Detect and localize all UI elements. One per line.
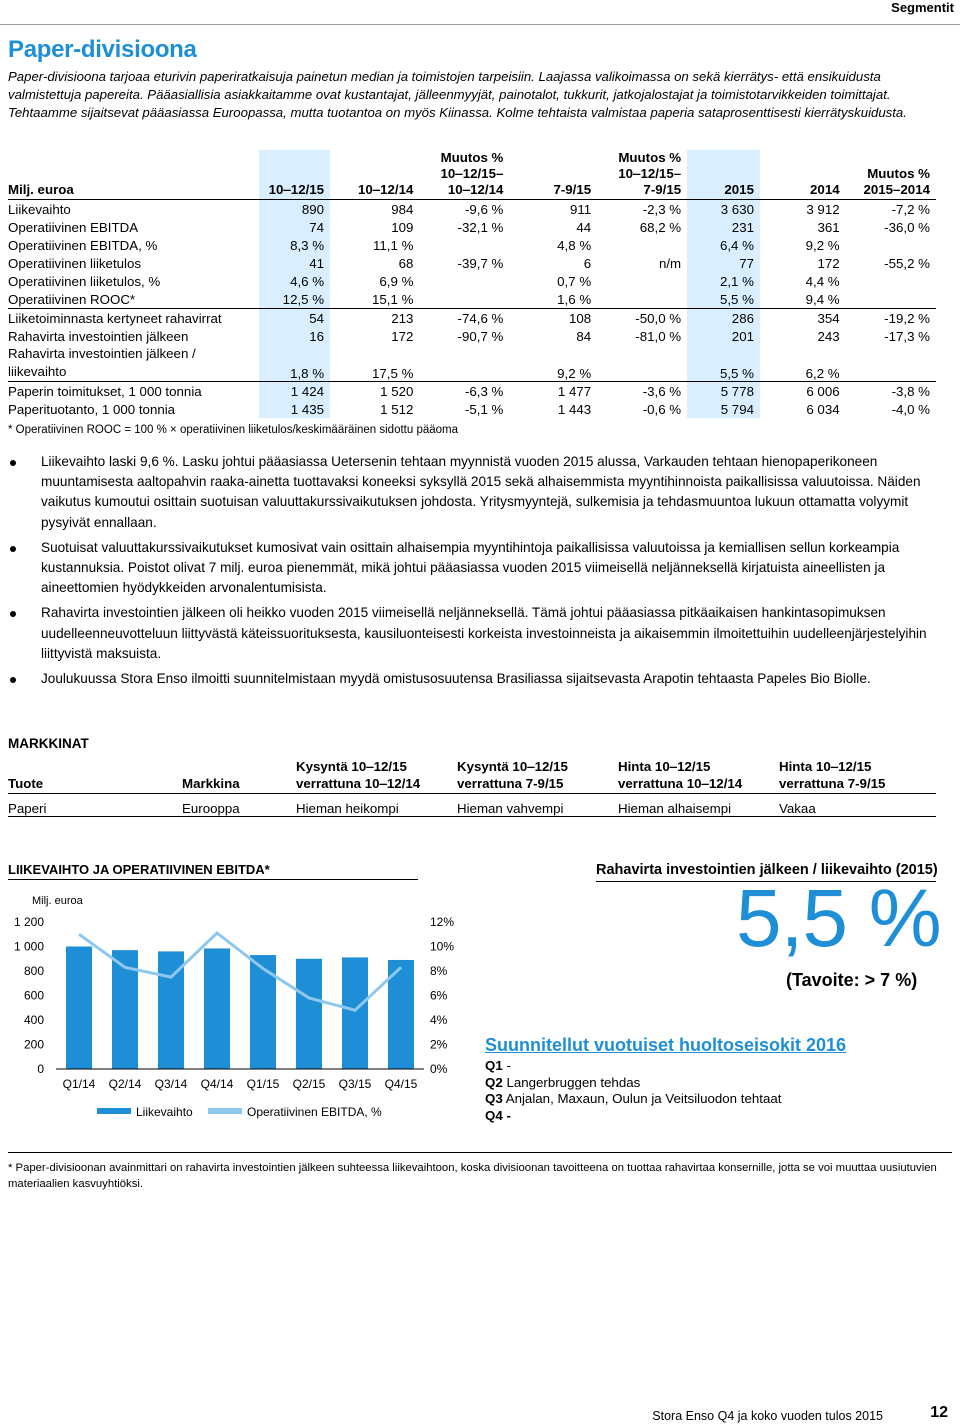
table-header-cell: 10‒12/15: [259, 150, 330, 200]
bar-Q1-14: [66, 947, 92, 1070]
table-cell: 3 630: [687, 200, 760, 219]
maintenance-item: [485, 1091, 781, 1108]
table-cell: 231: [687, 218, 760, 236]
header-line: verrattuna 7‑9/15: [457, 776, 564, 791]
cashflow-target: (Tavoite: > 7 %): [786, 970, 918, 990]
table-cell: Hieman alhaisempi: [618, 794, 779, 817]
table-cell: 354: [760, 309, 846, 328]
table-header-cell: 10‒12/14: [330, 150, 419, 200]
y2-tick-label: 6%: [430, 988, 448, 1003]
legend-swatch-ebitda: [208, 1108, 242, 1114]
table-cell: [419, 345, 509, 382]
table-row: [8, 309, 936, 328]
row-label: Liikevaihto: [8, 201, 71, 217]
table-header-cell: [846, 150, 936, 200]
intro-text: Paper-divisioona tarjoaa eturivin paperiratkaisuja painetun median ja toimistojen tarpeisiin. Laajassa valikoimassa on sekä kierrätys- että ensikuidusta valmistettuja papereita. Pääasiallisia asiakkaitamme ovat kustantajat, jälleenmyyjät, painotalot, tukkurit, jatkojalostajat ja toimistotarvikkeiden toimittajat. Tehtaamme sijaitsevat pääasiassa Euroopassa, mutta tuotantoa on myös Kiinassa. Kolme tehtaista valmistaa paperia sataprosenttisesti kierrätyskuidusta.: [8, 69, 907, 120]
table-row: [8, 345, 936, 382]
bullet-list: [8, 452, 928, 694]
row-label: Operatiivinen liiketulos: [8, 255, 142, 271]
table-header-cell: 2014: [760, 150, 846, 200]
row-label: Operatiivinen ROOC*: [8, 291, 136, 307]
page-number: 12: [930, 1404, 948, 1421]
table-cell: -17,3 %: [884, 328, 930, 344]
y-tick-label: 1 200: [13, 915, 44, 929]
table-cell: 9,2 %: [557, 366, 592, 381]
header-line: Muutos %: [618, 150, 682, 165]
header-line: 7‑9/15: [643, 182, 682, 197]
row-label: Paperin toimitukset, 1 000 tonnia: [8, 382, 259, 401]
table-cell: 68,2 %: [639, 219, 682, 235]
table-cell: 172: [817, 255, 840, 271]
x-tick-label: Q1/14: [62, 1077, 96, 1091]
quarter-label: Q4: [485, 1107, 503, 1123]
y2-tick-label: 0%: [430, 1062, 448, 1076]
table-cell: 0,7 %: [557, 273, 592, 289]
header-line: Kysyntä 10‒12/15: [296, 759, 407, 774]
table-header-row: [8, 150, 936, 200]
table-cell: 6,2 %: [805, 366, 840, 381]
y-tick-label: 600: [23, 988, 44, 1003]
table-cell: -9,6 %: [464, 201, 504, 217]
table-cell: -90,7 %: [457, 328, 504, 344]
table-cell: 44: [576, 219, 592, 235]
table-cell: [419, 236, 509, 254]
segment-label: Segmentit: [891, 0, 954, 15]
bullet-item: [8, 538, 928, 599]
bullet-text: Liikevaihto laski 9,6 %. Lasku johtui pääasiassa Uetersenin tehtaan myynnistä vuoden 2015 alussa, Varkauden tehtaan hienopaperikoneen muuntamisesta aaltopahvin raaka-ainetta tuottavaksi koneeksi syksyllä 2015 sekä alhaisemmista myyntihinnoista paikallisissa valuutoissa. Näiden vaikutus kumoutui osittain suotuisan valuuttakurssivaikutuksen johdosta. Yritysmyyntejä, sulkemisia ja tehdasmuuntoa lukuun ottamatta volyymit pysyivät ennallaan.: [41, 454, 921, 530]
y-tick-label: 400: [23, 1013, 44, 1027]
table-cell: 4,6 %: [259, 272, 330, 290]
table-cell: 1 435: [259, 400, 330, 418]
rooc-footnote: * Operatiivinen ROOC = 100 % × operatiivinen liiketulos/keskimääräinen sidottu pääoma: [8, 424, 459, 436]
footer-text: Stora Enso Q4 ja koko vuoden tulos 2015: [652, 1409, 883, 1423]
y-tick-label: 1 000: [13, 939, 44, 954]
table-row: [8, 236, 936, 254]
header-line: Hinta 10‒12/15: [618, 759, 711, 774]
markets-title: MARKKINAT: [8, 736, 89, 751]
table-row: [8, 794, 936, 817]
table-cell: 6 034: [806, 401, 840, 417]
maintenance-list: [485, 1058, 781, 1124]
table-cell: -7,2 %: [891, 201, 930, 217]
row-label: Operatiivinen EBITDA: [8, 219, 139, 235]
table-cell: 6: [583, 255, 592, 271]
table-cell: 1 477: [509, 382, 597, 401]
table-header-cell: 2015: [687, 150, 760, 200]
table-cell: -55,2 %: [884, 255, 930, 271]
y-tick-label: 0: [37, 1062, 44, 1076]
bullet-icon: [10, 611, 16, 617]
table-cell: 890: [259, 200, 330, 219]
financial-table: [8, 150, 936, 418]
markets-table: [8, 758, 936, 817]
table-cell: 17,5 %: [372, 366, 414, 381]
y-tick-label: 800: [23, 964, 44, 978]
table-cell: 9,2 %: [805, 237, 840, 253]
table-cell: 172: [391, 328, 414, 344]
maintenance-title: Suunnitellut vuotuiset huoltoseisokit 2016: [485, 1035, 847, 1055]
row-label: Operatiivinen EBITDA, %: [8, 237, 158, 253]
table-cell: Hieman vahvempi: [457, 794, 618, 817]
header-line: 2015–2014: [863, 182, 930, 197]
y2-tick-label: 2%: [430, 1037, 448, 1052]
header-line: verrattuna 10‒12/14: [618, 776, 743, 791]
table-cell: 4,4 %: [805, 273, 840, 289]
table-cell: 77: [687, 254, 760, 272]
table-cell: 5 794: [687, 400, 760, 418]
legend-label-liikevaihto: Liikevaihto: [136, 1105, 193, 1119]
table-cell: [846, 236, 936, 254]
table-cell: [597, 272, 687, 290]
table-cell: 3 912: [806, 201, 840, 217]
header-line: 10‒12/15–: [440, 166, 504, 181]
table-header-cell: [296, 758, 457, 794]
maintenance-item: [485, 1108, 781, 1125]
bullet-text: Joulukuussa Stora Enso ilmoitti suunnitelmistaan myydä omistusosuutensa Brasiliassa sijaitsevasta Arapotin tehtaasta Papeles Bio Biolle.: [41, 671, 871, 687]
cashflow-title: Rahavirta investointien jälkeen / liikevaihto (2015): [596, 862, 938, 878]
top-divider: [0, 24, 960, 25]
maintenance-text: Langerbruggen tehdas: [502, 1074, 641, 1090]
table-header-cell: Tuote: [8, 758, 182, 794]
row-label: Rahavirta investointien jälkeen: [8, 328, 189, 344]
bullet-item: [8, 603, 928, 664]
x-tick-label: Q2/15: [292, 1077, 326, 1091]
bullet-text: Suotuisat valuuttakurssivaikutukset kumosivat vain osittain alhaisempia myyntihintoja paikallisissa valuutoissa ja kemiallisen sellun korkeampia kustannuksia. Poistot olivat 7 milj. euroa pienemmät, mikä johtui pääasiassa vuoden 2015 viimeisellä neljänneksellä kirjatuista aineellisten ja aineettomien hyödykkeiden arvonalentumisista.: [41, 539, 900, 596]
table-header-cell: Markkina: [182, 758, 296, 794]
table-cell: -6,3 %: [419, 382, 509, 401]
table-cell: 4,8 %: [557, 237, 592, 253]
revenue-ebitda-chart: [6, 880, 468, 1138]
financial-table-body: [8, 200, 936, 419]
table-cell: 5,5 %: [687, 345, 760, 382]
table-row: [8, 327, 936, 345]
table-cell: 54: [259, 309, 330, 328]
table-cell: 68: [398, 255, 414, 271]
table-header-row: [8, 758, 936, 794]
table-cell: [419, 272, 509, 290]
table-cell: -2,3 %: [642, 201, 682, 217]
y2-tick-label: 10%: [430, 939, 455, 954]
table-cell: [846, 272, 936, 290]
page-title: Paper-divisioona: [8, 36, 197, 63]
kpi-footnote: * Paper-divisioonan avainmittari on rahavirta investointien jälkeen suhteessa liikevaihtoon, koska divisioonan tavoitteena on tuottaa rahavirtaa konsernille, jotta se voi muuttaa uusiutuvien materiaalien kasvuyhtiöksi.: [8, 1162, 937, 1190]
y2-tick-label: 12%: [430, 915, 455, 929]
bar-Q1-15: [250, 955, 276, 1069]
table-cell: [597, 236, 687, 254]
table-header-cell: [457, 758, 618, 794]
row-label: Paperituotanto, 1 000 tonnia: [8, 401, 176, 417]
table-cell: -50,0 %: [597, 309, 687, 328]
table-cell: -4,0 %: [891, 401, 930, 417]
table-cell: -36,0 %: [884, 219, 930, 235]
table-row: [8, 254, 936, 272]
chart-section-title: LIIKEVAIHTO JA OPERATIIVINEN EBITDA*: [8, 862, 270, 877]
table-cell: Vakaa: [779, 794, 936, 817]
y2-tick-label: 4%: [430, 1013, 448, 1027]
row-label: Operatiivinen liiketulos, %: [8, 273, 161, 289]
table-cell: 16: [259, 327, 330, 345]
table-cell: 984: [391, 201, 414, 217]
bar-Q3-15: [342, 957, 368, 1069]
table-cell: 1 512: [380, 401, 414, 417]
table-cell: 5,5 %: [687, 290, 760, 309]
table-cell: 361: [817, 219, 840, 235]
table-cell: 11,1 %: [372, 237, 414, 253]
table-cell: -0,6 %: [642, 401, 682, 417]
table-cell: [419, 290, 509, 309]
table-cell: -39,7 %: [457, 255, 504, 271]
bullet-item: [8, 669, 928, 689]
table-cell: [846, 290, 936, 309]
table-cell: 6,4 %: [687, 236, 760, 254]
bullet-icon: [10, 677, 16, 683]
table-header-cell: [419, 150, 509, 200]
maintenance-text: -: [502, 1058, 511, 1073]
table-cell: 74: [259, 218, 330, 236]
table-cell: -5,1 %: [464, 401, 504, 417]
header-line: verrattuna 7‑9/15: [779, 776, 886, 791]
bar-Q4-14: [204, 948, 230, 1069]
table-cell: -19,2 %: [846, 309, 936, 328]
footnote-divider: [8, 1152, 952, 1153]
table-row: [8, 400, 936, 418]
row-label: [8, 345, 259, 382]
y-axis-unit-label: Milj. euroa: [32, 895, 83, 907]
table-cell: 286: [687, 309, 760, 328]
y2-tick-label: 8%: [430, 964, 448, 978]
legend-label-ebitda: Operatiivinen EBITDA, %: [247, 1105, 382, 1119]
table-row: [8, 272, 936, 290]
table-cell: 2,1 %: [687, 272, 760, 290]
row-label-line: liikevaihto: [8, 364, 67, 379]
table-row: [8, 200, 936, 219]
table-cell: 5 778: [687, 382, 760, 401]
table-cell: 108: [509, 309, 597, 328]
table-header-cell: [618, 758, 779, 794]
header-line: 10‒12/15–: [618, 166, 682, 181]
maintenance-item: [485, 1075, 781, 1092]
table-cell: 8,3 %: [259, 236, 330, 254]
table-cell: 1 443: [557, 401, 592, 417]
quarter-label: Q3: [485, 1091, 503, 1106]
table-cell: Eurooppa: [182, 794, 296, 817]
table-row: [8, 218, 936, 236]
table-cell: 201: [687, 327, 760, 345]
bar-Q2-15: [296, 959, 322, 1069]
table-cell: [597, 290, 687, 309]
quarter-label: Q2: [485, 1074, 503, 1090]
table-header-cell: 7‑9/15: [509, 150, 597, 200]
table-cell: -32,1 %: [457, 219, 504, 235]
table-cell: Hieman heikompi: [296, 794, 457, 817]
table-cell: 243: [817, 328, 840, 344]
table-cell: n/m: [658, 255, 682, 271]
table-cell: -3,8 %: [846, 382, 936, 401]
y-tick-label: 200: [23, 1037, 44, 1052]
cashflow-value: 5,5 %: [736, 873, 941, 964]
table-header-cell: [597, 150, 687, 200]
table-cell: 12,5 %: [259, 290, 330, 309]
bullet-icon: [10, 460, 16, 466]
bullet-item: [8, 452, 928, 533]
table-header-cell: Milj. euroa: [8, 150, 259, 200]
x-tick-label: Q3/15: [338, 1077, 372, 1091]
table-cell: 6,9 %: [379, 273, 414, 289]
table-cell: 9,4 %: [805, 291, 840, 307]
table-row: [8, 382, 936, 401]
table-cell: 6 006: [760, 382, 846, 401]
table-cell: [846, 345, 936, 382]
x-tick-label: Q2/14: [108, 1077, 142, 1091]
x-tick-label: Q4/15: [384, 1077, 418, 1091]
maintenance-text: -: [502, 1107, 511, 1123]
bullet-icon: [10, 546, 16, 552]
header-line: Hinta 10‒12/15: [779, 759, 872, 774]
table-cell: 1 520: [330, 382, 419, 401]
table-cell: 15,1 %: [372, 291, 414, 307]
bullet-text: Rahavirta investointien jälkeen oli heikko vuoden 2015 viimeisellä neljänneksellä. Tämä johtui pääasiassa pitkäaikaisen hankintasopimuksen uudelleenneuvotteluun liittyvästä käteissuorituksesta, kausiluonteisesti korkeista investoinneista ja aikaisemmin ilmoitettuihin uudelleenjärjestelyihin liittyvistä maksuista.: [41, 605, 927, 661]
header-line: 10‒12/14: [447, 182, 504, 197]
header-line: Muutos %: [867, 166, 930, 181]
quarter-label: Q1: [485, 1058, 503, 1073]
table-cell: 1 424: [259, 382, 330, 401]
row-label-line: Rahavirta investointien jälkeen /: [8, 346, 196, 361]
table-cell: -3,6 %: [597, 382, 687, 401]
x-tick-label: Q3/14: [154, 1077, 188, 1091]
table-cell: -74,6 %: [419, 309, 509, 328]
table-cell: 1,8 %: [259, 345, 330, 382]
table-cell: 1,6 %: [557, 291, 592, 307]
table-cell: [597, 345, 687, 382]
table-row: [8, 290, 936, 309]
header-line: verrattuna 10‒12/14: [296, 776, 421, 791]
legend-swatch-liikevaihto: [97, 1108, 131, 1114]
table-cell: -81,0 %: [635, 328, 682, 344]
x-tick-label: Q4/14: [200, 1077, 234, 1091]
header-line: Muutos %: [440, 150, 504, 165]
header-line: Kysyntä 10‒12/15: [457, 759, 568, 774]
table-cell: 84: [576, 328, 592, 344]
x-tick-label: Q1/15: [246, 1077, 280, 1091]
table-cell: 911: [569, 201, 592, 217]
maintenance-item: [485, 1058, 781, 1075]
table-header-cell: [779, 758, 936, 794]
table-cell: 109: [391, 219, 414, 235]
row-label: Liiketoiminnasta kertyneet rahavirrat: [8, 309, 259, 328]
table-cell: 213: [330, 309, 419, 328]
table-cell: Paperi: [8, 794, 182, 817]
maintenance-text: Anjalan, Maxaun, Oulun ja Veitsiluodon tehtaat: [502, 1091, 782, 1106]
table-cell: 41: [259, 254, 330, 272]
